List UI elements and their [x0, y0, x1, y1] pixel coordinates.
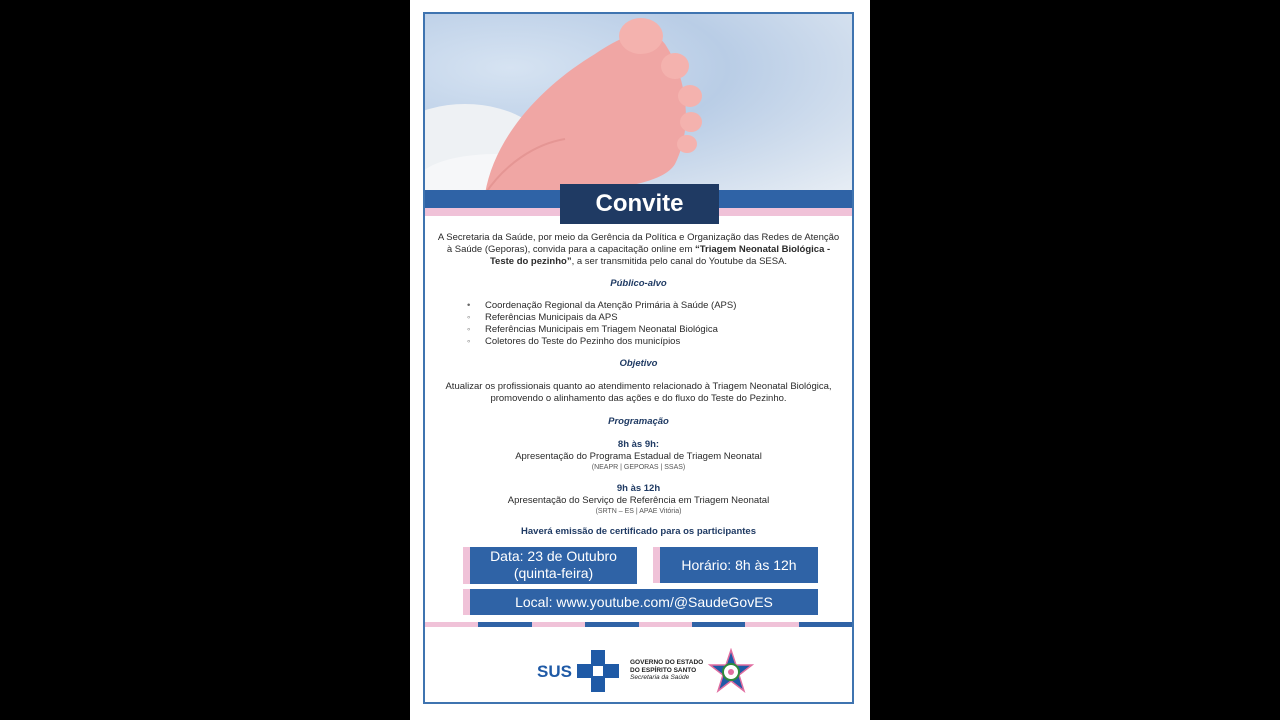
session-time: 9h às 12h	[616, 483, 661, 494]
footer-logos	[425, 634, 852, 704]
session-orgs: (NEAPR | GEPORAS | SSAS)	[591, 464, 686, 471]
audience-heading: Público-alvo	[610, 278, 667, 289]
intro-paragraph: A Secretaria da Saúde, por meio da Gerência da Política e Organização das Redes de Atenção à Saúde (Geporas), convida para a capacitação online em “Triagem Neonatal Biológica - Teste do pezinho”, a ser transmitida pelo canal do Youtube da SESA.	[437, 232, 840, 267]
session-title: Apresentação do Serviço de Referência em Triagem Neonatal	[507, 495, 770, 506]
list-item: • Coordenação Regional da Atenção Primária à Saúde (APS)	[467, 300, 737, 311]
date-box: Data: 23 de Outubro (quinta-feira)	[470, 547, 637, 584]
invitation-page	[410, 0, 870, 720]
certificate-notice: Haverá emissão de certificado para os participantes	[521, 526, 756, 537]
objective-heading: Objetivo	[619, 358, 658, 369]
objective-text: Atualizar os profissionais quanto ao atendimento relacionado à Triagem Neonatal Biológica, promovendo o alinhamento das ações e do fluxo do Teste do Pezinho.	[445, 381, 832, 404]
page-title: Convite	[560, 184, 719, 224]
invitation-content	[425, 226, 852, 538]
audience-list	[425, 300, 852, 348]
sus-logo-text: SUS	[537, 662, 572, 681]
location-link[interactable]: Local: www.youtube.com/@SaudeGovES	[470, 589, 818, 615]
session-orgs: (SRTN – ES | APAE Vitória)	[595, 508, 682, 515]
course-name: “Triagem Neonatal Biológica - Teste do pezinho”	[489, 244, 831, 267]
list-item: ◦ Coletores do Teste do Pezinho dos municípios	[467, 336, 681, 347]
sus-cross-icon	[577, 650, 619, 692]
program-heading: Programação	[608, 416, 669, 427]
time-box: Horário: 8h às 12h	[660, 547, 818, 583]
session-time: 8h às 9h:	[617, 439, 660, 450]
invitation-frame	[423, 12, 854, 704]
government-logo-text: GOVERNO DO ESTADO DO ESPÍRITO SANTO Secretaria da Saúde	[630, 659, 704, 681]
baby-foot-photo	[425, 14, 852, 194]
list-item: ◦ Referências Municipais da APS	[467, 312, 618, 323]
state-crest-icon	[707, 648, 755, 696]
session-title: Apresentação do Programa Estadual de Triagem Neonatal	[515, 451, 762, 462]
footer-stripe	[425, 622, 852, 627]
list-item: ◦ Referências Municipais em Triagem Neonatal Biológica	[467, 324, 718, 335]
